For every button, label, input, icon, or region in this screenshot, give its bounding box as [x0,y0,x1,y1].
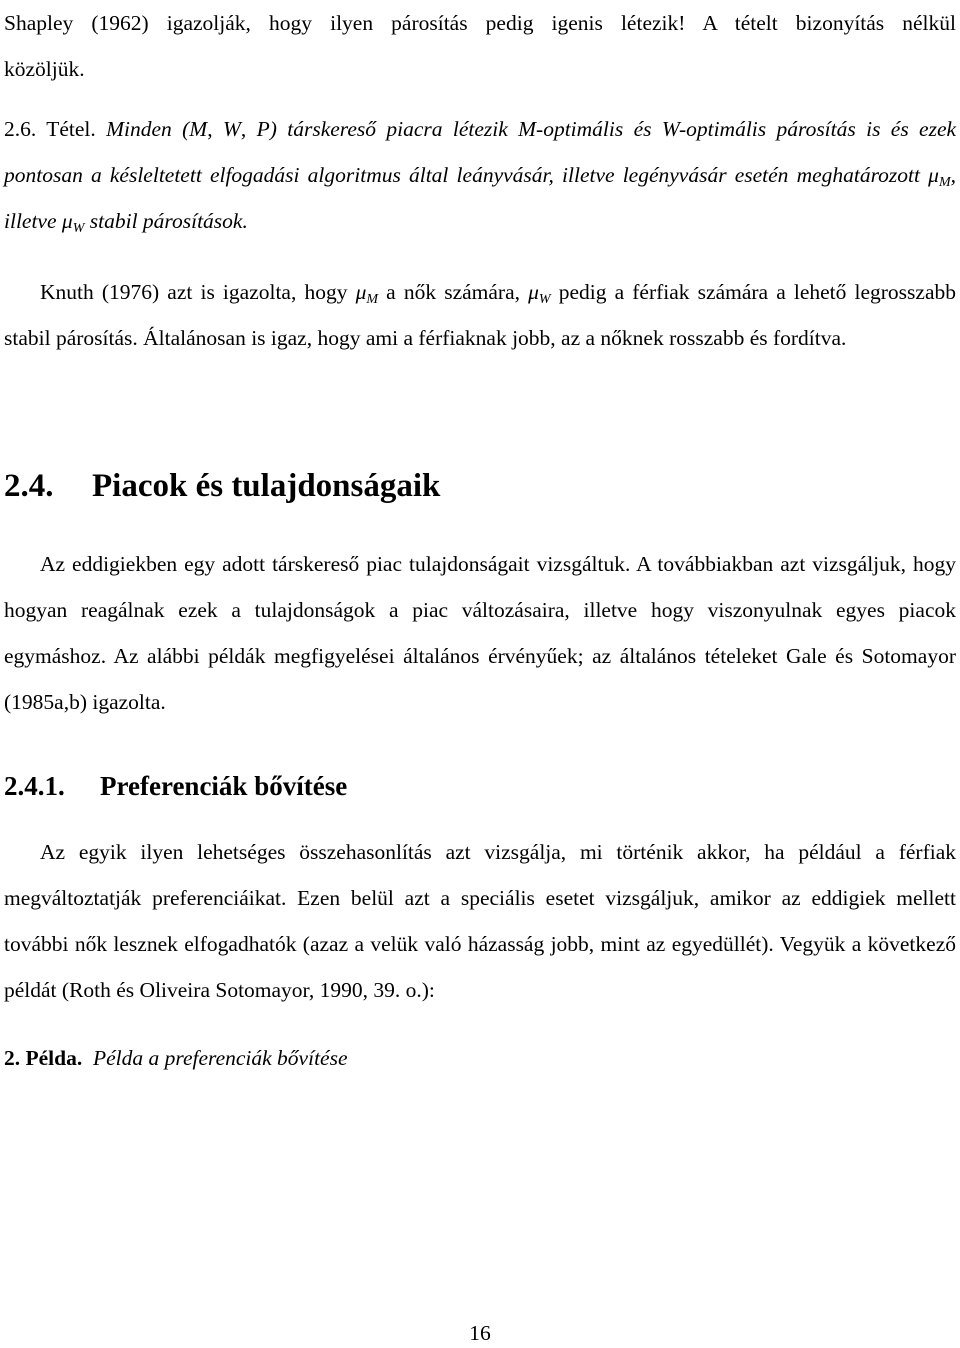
math-symbol: W [222,117,241,141]
math-subscript: M [366,292,379,307]
subsection-heading [4,768,956,804]
theorem-fragment: Minden ( [106,117,190,141]
math-symbol: μ [928,163,939,187]
theorem-fragment: stabil párosítások. [84,209,248,233]
theorem-text: 2.6. Tétel. Minden (M, W, P) társkereső piacra létezik M-optimális és W-optimális párosítás is és ezek pontosan a késleltetett elfogadási algoritmus által leányvásár, illetve legényvásár esetén meghatározott $\mu_M$, illetve $\mu_W$ stabil párosítások. [4,117,957,236]
theorem-fragment: -optimális párosítás is és ezek pontosan a késleltetett elfogadási algoritmus által leányvásár, illetve legényvásár esetén meghatározott [4,117,957,187]
paragraph-fragment: Knuth (1976) azt is igazolta, hogy [40,280,356,304]
paragraph-fragment: a nők számára, [378,280,529,304]
section-title: Piacok és tulajdonságaik [92,468,441,504]
math-symbol: M [518,117,537,141]
paragraph-preferences [4,829,956,1013]
theorem-fragment: , illetve [4,163,956,233]
math-subscript: W [72,221,85,236]
math-symbol: μ [355,280,367,304]
paragraph-text: Az eddigiekben egy adott társkereső piac tulajdonságait vizsgáltuk. A továbbiakban azt vizsgáljuk, hogy hogyan reagálnak ezek a tulajdonságok a piac változásaira, illetve hogy viszonyulnak egyes piacok egymáshoz. Az alábbi példák megfigyelései általános érvényűek; az általános tételeket Gale és Sotomayor (1985a,b) igazolta. [4,552,956,714]
math-symbol: W [661,117,679,141]
theorem-fragment: ) társkereső piacra létezik [269,117,519,141]
math-symbol: μ [528,280,539,304]
paragraph-continuation [4,0,956,92]
subsection-number: 2.4.1. [4,771,65,801]
section-number: 2.4. [4,468,54,504]
math-symbol: P [256,117,270,141]
example-title: Példa a preferenciák bővítése [92,1046,348,1070]
math-subscript: M [938,175,951,190]
math-symbol: M [189,117,208,141]
paragraph-markets [4,541,956,725]
paragraph-line: Shapley (1962) igazolják, hogy ilyen párosítás pedig igenis létezik! A tételt bizonyítás nélkül [4,11,956,35]
paragraph-fragment: pedig a férfiak számára a lehető legrosszabb stabil párosítás. Általánosan is igaz, hogy ami a férfiaknak jobb, az a nőknek rosszabb és fordítva. [4,280,956,350]
theorem-label: 2.6. Tétel. [4,117,96,141]
paragraph-text [4,269,956,361]
paragraph-knuth [4,269,956,361]
example-label: 2. Példa. [4,1046,83,1070]
paragraph-line: közöljük. [4,57,85,81]
paragraph-text: Az egyik ilyen lehetséges összehasonlítás azt vizsgálja, mi történik akkor, ha például a férfiak megváltoztatják preferenciáikat. Ezen belül azt a speciális esetet vizsgáljuk, amikor az eddigiek mellett további nők lesznek elfogadhatók (azaz a velük való házasság jobb, mint az egyedüllét). Vegyük a következő példát (Roth és Oliveira Sotomayor, 1990, 39. o.): [4,840,956,1002]
theorem-block [4,106,956,244]
example-block [4,1035,956,1081]
math-subscript: W [538,292,551,307]
subsection-title: Preferenciák bővítése [100,771,348,801]
theorem-fragment: -optimális és [536,117,662,141]
page-number: 16 [469,1321,491,1345]
section-heading [4,466,956,506]
math-symbol: μ [61,209,73,233]
